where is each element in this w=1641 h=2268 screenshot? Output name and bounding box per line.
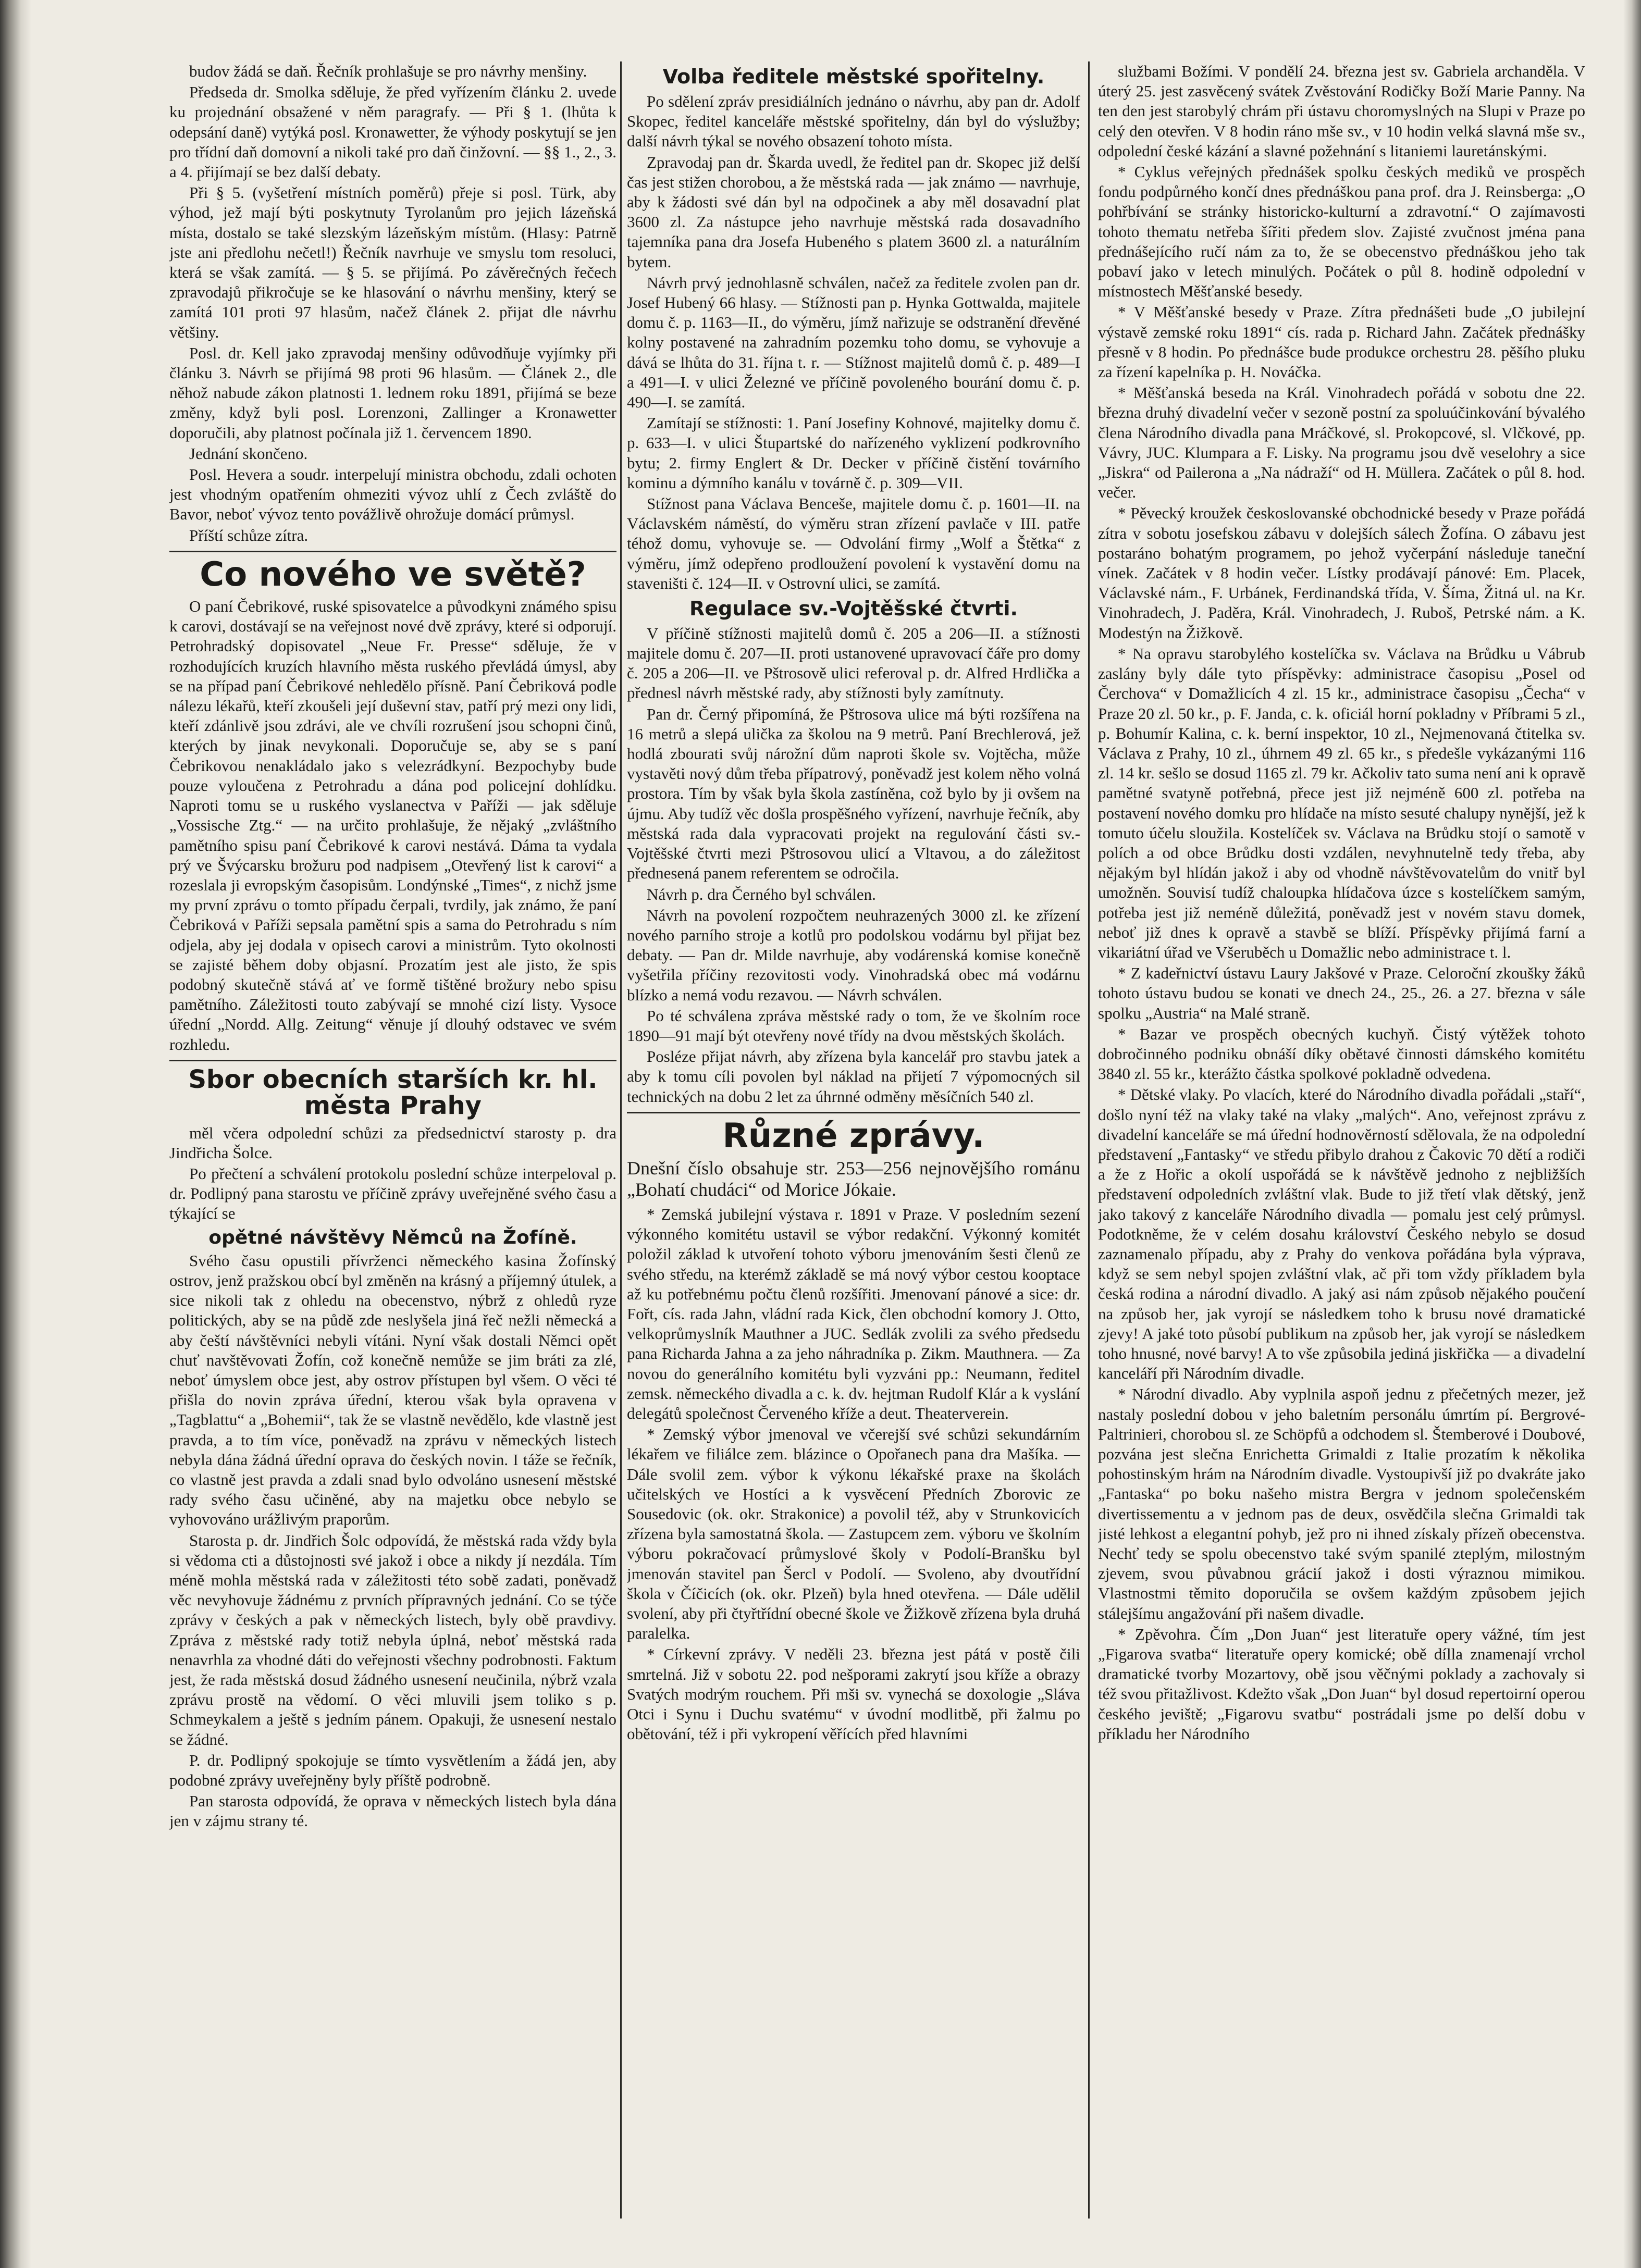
paragraph: Posléze přijat návrh, aby zřízena byla kancelář pro stavbu jatek a aby k tomu cíli povolen byl náklad na přijetí 7 výpomocných sil technických na dobu 2 let za úhrnné odměny měsíčních 540 zl. bbox=[627, 1047, 1080, 1106]
paragraph: * Bazar ve prospěch obecných kuchyň. Čistý výtěžek tohoto dobročinného podniku obnáší díky obětavé činnosti dámského komitétu 3840 zl. 55 kr., kterážto částka spolkové pokladně odvedena. bbox=[1098, 1024, 1585, 1083]
paragraph: Návrh prvý jednohlasně schválen, načež za ředitele zvolen pan dr. Josef Hubený 66 hlasy. — Stížnosti pan p. Hynka Gottwalda, majitele domu č. p. 1163—II., do výměru, jímž nařizuje se odstranění dřevěné kolny postavené na zahradním pozemku toho domu, se vyhovuje a dává se lhůta do 31. října t. r. — Stížnost majitelů domů č. p. 489—I a 491—I. v ulici Železné ve příčině povoleného bourání domu č. p. 490—I. se zamítá. bbox=[627, 273, 1080, 411]
paragraph: * V Měšťanské besedy v Praze. Zítra přednášeti bude „O jubilejní výstavě zemské roku 1891“ cís. rada p. Richard Jahn. Začátek přednášky přesně v 8 hodin. Po přednášce bude produkce orchestru 28. pěšího pluku za řízení kapelníka p. H. Nováčka. bbox=[1098, 303, 1585, 381]
paragraph: Jednání skončeno. bbox=[189, 444, 308, 463]
paragraph: Zpravodaj pan dr. Škarda uvedl, že ředitel pan dr. Skopec již delší čas jest stižen chorobou, a že městská rada — jak známo — navrhuje, aby k žádosti své dán byl na odpočinek a aby měl dosavadní plat 3600 zl. Za nástupce jeho navrhuje městská rada dosavadního tajemníka pana dra Josefa Hubeného s platem 3600 zl. a naturálním bytem. bbox=[627, 153, 1080, 271]
paragraph: * Pěvecký kroužek českoslovanské obchodnické besedy v Praze pořádá zítra v sobotu josefskou zábavu v dolejších sálech Žofína. O zábavu jest postaráno bohatým programem, po jehož vyčerpání následuje taneční vínek. Začátek v 8 hodin večer. Lístky prodávají pánové: Em. Placek, Václavské nám., F. Urbánek, Ferdinandská třída, V. Šíma, Žitná ul. na Kr. Vinohradech, J. Paděra, Král. Vinohradech, J. Ruboš, Petrské nám. a K. Modestýn na Žižkově. bbox=[1098, 504, 1585, 642]
headline-regulace: Regulace sv.-Vojtěšské čtvrti. bbox=[689, 597, 1018, 620]
paragraph: Po sdělení zpráv presidiálních jednáno o návrhu, aby pan dr. Adolf Skopec, ředitel kanceláře městské spořitelny, dán byl do výslužby; další návrh týkal se nového obsazení tohoto místa. bbox=[627, 92, 1080, 151]
paragraph: Při § 5. (vyšetření místních poměrů) přeje si posl. Türk, aby výhod, jež mají býti poskytnuty Tyrolanům pro jejich lázeňská místa, dostalo se také slezským lázeňským místům. (Hlasy: Patrně jste ani předlohu nečetl!) Řečník navrhuje ve smyslu tom resoluci, která se však zamítá. — § 5. se přijímá. Po závěrečných řečech zpravodajů přikročuje se ke hlasování o návrhu menšiny, který se zamítá 101 proti 97 hlasům, načež článek 2. přijat dle návrhu většiny. bbox=[169, 183, 616, 341]
paragraph: Zamítají se stížnosti: 1. Paní Josefiny Kohnové, majitelky domu č. p. 633—I. v ulici Štupartské do nařízeného vyklizení podkrovního bytu; 2. firmy Englert & Dr. Decker v příčině čistění továrního kominu a dýmního kanálu v továrně č. p. 309—VII. bbox=[627, 414, 1080, 492]
paragraph: Předseda dr. Smolka sděluje, že před vyřízením článku 2. uvede ku projednání obsažené v něm paragrafy. — Při § 1. (lhůta k odepsání daně) vytýká posl. Kronawetter, že výhody poskytují se jen pro třídní daň domovní a nikoli také pro daň činžovní. — §§ 1., 2., 3. a 4. přijímají se bez další debaty. bbox=[169, 83, 616, 181]
paragraph: Svého času opustili přívrženci německého kasina Žofínský ostrov, jenž pražskou obcí byl změněn na krásný a příjemný útulek, a sice nikoli tak z ohledu na obecenstvo, nýbrž z ohledů ryze politických, aby se na půdě zde neslyšela jiná řeč nežli německá a aby čeští návštěvníci nebyli vítáni. Nyní však dostali Němci opět chuť navštěvovati Žofín, což konečně nemůže se jim bráti za zlé, neboť úmyslem obce jest, aby ostrov přístupen byl všem. O věci té přišla do novin zpráva úřední, kterou však byla opravena v „Tagblattu“ a „Bohemii“, tak že se vlastně nevědělo, kde vlastně jest pravda, a to tím více, poněvadž na zprávu v německých listech nebyla dána žádná úřední oprava do českých novin. I táže se řečník, co vlastně jest pravda a zdali snad bylo odvoláno usnesení městské rady svého času učiněné, aby na majetku obce nebylo se vyhovováno urážlivým praporům. bbox=[169, 1251, 616, 1529]
paragraph: Návrh p. dra Černého byl schválen. bbox=[647, 885, 876, 903]
paragraph: Návrh na povolení rozpočtem neuhrazených 3000 zl. ke zřízení nového parního stroje a kotlů pro podolskou vodárnu byl přijat bez debaty. — Pan dr. Milde navrhuje, aby vodárenská komise konečně vyšetřila příčiny rezovitosti vody. Vinohradská obec má vodárnu blízko a nemá vodu rezavou. — Návrh schválen. bbox=[627, 906, 1080, 1004]
column-3 bbox=[1098, 61, 1585, 2219]
headline-sbor-obecnich: Sbor obecních starších kr. hl. města Prahy bbox=[188, 1064, 598, 1121]
paragraph: * Z kadeřnictví ústavu Laury Jakšové v Praze. Celoroční zkoušky žáků tohoto ústavu budou se konati ve dnech 24., 25., 26. a 27. března v sále spolku „Austria“ na Malé straně. bbox=[1098, 964, 1585, 1022]
headline-volba-reditele: Volba ředitele městské spořitelny. bbox=[662, 65, 1045, 88]
paragraph: Posl. dr. Kell jako zpravodaj menšiny odůvodňuje vyjímky při článku 3. Návrh se přijímá 98 proti 96 hlasům. — Článek 2., dle něhož nabude zákon platnosti 1. lednem roku 1891, přijímá se beze změny, když byli posl. Lorenzoni, Zallinger a Kronawetter doporučili, aby platnost počínala již 1. červencem 1890. bbox=[169, 343, 616, 442]
section-divider bbox=[169, 551, 616, 552]
column-rule bbox=[1088, 61, 1090, 2219]
paragraph: V příčině stížnosti majitelů domů č. 205 a 206—II. a stížnosti majitele domu č. 207—II. proti ustanovené upravovací čáře pro domy č. 205 a 206—II. ve Pštrosově ulici referoval p. dr. Alfred Hrdlička a přednesl návrh městské rady, aby stížnosti byly zamítnuty. bbox=[627, 624, 1080, 702]
paragraph: * Zemský výbor jmenoval ve včerejší své schůzi sekundárním lékařem ve filiálce zem. blázince o Opořanech pana dra Mašíka. — Dále svolil zem. výbor k výkonu lékařské praxe na školách učitelských ve Hostíci a k vysvěcení Předních Zborovic ze Sousedovic (ok. okr. Strakonice) a povolil též, aby v Strunkovicích zřízena byla samostatná škola. — Zastupcem zem. výboru ve školním výboru pokračovací průmyslové školy v Podolí-Branšku byl jmenován stavitel pan Šercl v Podolí. — Svoleno, aby dvoutřídní škola v Číčicích (ok. okr. Plzeň) byla hned otevřena. — Dále udělil svolení, aby při čtyřtřídní obecné škole ve Žižkově zřízena byla druhá paralelka. bbox=[627, 1425, 1080, 1643]
headline-ruzne-zpravy: Různé zprávy. bbox=[722, 1116, 985, 1155]
paragraph: Pan starosta odpovídá, že oprava v německých listech byla dána jen v zájmu strany té. bbox=[169, 1792, 616, 1830]
paragraph: * Zpěvohra. Čím „Don Juan“ jest literatuře opery vážné, tím jest „Figarova svatba“ literatuře opery komické; obě dílla znamenají vrchol dramatické tvorby Mozartovy, obě jsou věčnými poklady a zachovaly si též svou přitažlivost. Kdežto však „Don Juan“ byl dosud repertoirní operou českého jeviště; „Figarovu svatbu“ postrádali jsme po delší dobu v příkladu her Národního bbox=[1098, 1625, 1585, 1743]
paragraph: službami Božími. V pondělí 24. března jest sv. Gabriela archanděla. V úterý 25. jest zasvěcený svátek Zvěstování Rodičky Boží Marie Panny. Na ten den jest starobylý chrám při ústavu choromyslných na Slupi v Praze po celý den otevřen. V 8 hodin ráno mše sv., v 10 hodin velká slavná mše sv., odpolední české kázání a slavné požehnání s litaniemi lauretánskými. bbox=[1098, 62, 1585, 160]
paragraph: * Měšťanská beseda na Král. Vinohradech pořádá v sobotu dne 22. března druhý divadelní večer v sezoně postní za spoluúčinkování bývalého člena Národního divadla pana Mráčkové, sl. Prokopcové, sl. Vlčkové, pp. Vávry, JUC. Klumpara a F. Lisky. Na programu jsou dvě veselohry a sice „Jiskra“ od Pailerona a „Na nádraží“ od H. Müllera. Začátek o půl 8. hod. večer. bbox=[1098, 383, 1585, 502]
headline-co-noveho: Co nového ve světě? bbox=[200, 555, 586, 594]
column-rule bbox=[620, 61, 622, 2219]
paragraph: Po té schválena zpráva městské rady o tom, že ve školním roce 1890—91 mají být otevřeny nové třídy na dvou městských školách. bbox=[627, 1006, 1080, 1045]
subheadline-zofin: opětné návštěvy Němců na Žofíně. bbox=[208, 1226, 577, 1248]
paragraph: O paní Čebrikové, ruské spisovatelce a původkyni známého spisu k carovi, dostávají se na veřejnost nové dvě zprávy, které si odporují. Petrohradský dopisovatel „Neue Fr. Presse“ sděluje, že v rozhodujících kruzích hlavního města ruského převládá úmysl, aby se na případ paní Čebrikové nehledělo přísně. Paní Čebriková podle nálezu lékařů, kteří zkoušeli její duševní stav, patří prý mezi ony lidi, kteří zdánlivě jsou zdrávi, ale ve chvíli rozrušení jsou schopni činů, kterých by jinak nevykonali. Doporučuje se, aby se s paní Čebrikovou nenakládalo jako s velezrádkyní. Bezpochyby bude pouze vyloučena z Petrohradu a dána pod policejní dohlídku. Naproti tomu se u ruského vyslanectva v Paříži — jak sděluje „Vossische Ztg.“ — na určito prohlašuje, že nějaký „zvláštního pamětního spisu paní Čebrikové k carovi nestává. Dáma ta vydala prý ve Švýcarsku brožuru pod nadpisem „Otevřený list k carovi“ a rozeslala ji evropským časopisům. Londýnské „Times“, z nichž jsme my první zprávu o tomto případu čerpali, tvrdily, jak známo, že paní Čebriková v Paříži sepsala pamětní spis a sama do Petrohradu s ním odjela, aby jej dodala v opisech carovi a ministrům. Tyto okolnosti se zajisté během doby objasní. Prozatím jest ale jisto, že spis podobný skutečně stává ať ve formě tištěné brožury nebo spisu pamětního. Záležitosti touto zabývají se mnohé cizí listy. Vysoce úřední „Nordd. Allg. Zeitung“ věnuje jí dlouhý odstavec ve svém rozhledu. bbox=[169, 597, 616, 1054]
scan-edge-shadow bbox=[1623, 0, 1641, 2268]
paragraph: Starosta p. dr. Jindřich Šolc odpovídá, že městská rada vždy byla si vědoma cti a důstojnosti své jakož i obce a nikdy jí nezdála. Tím méně mohla městská rada v záležitosti této sobě zadati, poněvadž věc nevyhovuje žádnému z prvních přípravných jednání. Co se týče zprávy v českých a pak v německých listech, byly obě pravdivy. Zpráva z městské rady totiž nebyla úplná, neboť městská rada nenavrhla za vhodné dáti do veřejnosti všechny podrobnosti. Faktum jest, že rada městská dosud žádného usnesení neučinila, nýbrž vzala zprávu prostě na vědomí. O věci mluvili jsem toliko s p. Schmeykalem a ještě s jedním pánem. Opakuji, že usnesení nestalo se žádné. bbox=[169, 1531, 616, 1749]
paragraph: budov žádá se daň. Řečník prohlašuje se pro návrhy menšiny. bbox=[189, 62, 587, 80]
paragraph: Stížnost pana Václava Benceše, majitele domu č. p. 1601—II. na Václavském náměstí, do výměru stran zřízení pavlače v III. patře téhož domu, vyhovuje se. — Odvolání firmy „Wolf a Štětka“ z výměru, jímž odepřeno prodloužení povolení k vystavění domu na staveništi č. 124—II. v Ostrovní ulici, se zamítá. bbox=[627, 494, 1080, 592]
paragraph: * Národní divadlo. Aby vyplnila aspoň jednu z přečetných mezer, jež nastaly poslední dobou v jeho baletním personálu úmrtím pí. Bergrové-Paltrinieri, chorobou sl. ze Schöpfů a odchodem sl. Štemberové i Doubové, pozvána jest slečna Enrichetta Grimaldi z Italie prozatím k několika pohostinským hrám na Národním divadle. Vystoupivší již po dvakráte jako „Fantaska“ po boku našeho mistra Bergra v jednom společenském divertissementu a v jednom pas de deux, osvědčila slečna Grimaldi tak jisté lehkost a elegantní pohyb, jež pro ni ihned získaly přízeň obecenstva. Nechť tedy se spolu obecenstvo také svým spanilé zteplým, milostným zjevem, svou půvabnou grácií jakož i dosti výraznou mimikou. Vlastnostmi těmito doporučila se ovšem každým způsobem jejich stálejšímu angažování při našem divadle. bbox=[1098, 1385, 1585, 1622]
paragraph: P. dr. Podlipný spokojuje se tímto vysvětlením a žádá jen, aby podobné zprávy uveřejněny byly příště podrobně. bbox=[169, 1751, 616, 1790]
lead-notice: Dnešní číslo obsahuje str. 253—256 nejnovějšího románu „Bohatí chudáci“ od Morice Jókaie. bbox=[627, 1157, 1080, 1200]
scan-binding-shadow bbox=[0, 0, 31, 2268]
paragraph: * Cyklus veřejných přednášek spolku českých mediků ve prospěch fondu podpůrného končí dnes přednáškou pana prof. dra J. Reinsberga: „O pohřbívání se stránky historicko-kulturní a zdravotní.“ O zajímavosti tohoto thematu netřeba šířiti předem slov. Zajisté zvučnost jména pana přednášejícího ručí nám za to, že se obecenstvo přednáškou jeho tak pobaví jako v letech minulých. Počátek o půl 8. hodině odpolední v místnostech Měšťanské besedy. bbox=[1098, 163, 1585, 301]
column-1 bbox=[169, 61, 616, 2219]
section-divider bbox=[627, 1112, 1080, 1113]
section-divider bbox=[169, 1060, 616, 1061]
paragraph: * Církevní zprávy. V neděli 23. března jest pátá v postě čili smrtelná. Již v sobotu 22. pod nešporami zakrytí jsou kříže a obrazy Svatých modrým rouchem. Při mši sv. vynechá se doxologie „Sláva Otci i Synu i Duchu svatému“ v úvodní modlitbě, při žalmu po obětování, též i při vykropení věřících před hlavními bbox=[627, 1645, 1080, 1743]
paragraph: Po přečtení a schválení protokolu poslední schůze interpeloval p. dr. Podlipný pana starostu ve příčině zprávy uveřejněné svého času a týkající se bbox=[169, 1164, 616, 1223]
paragraph: Příští schůze zítra. bbox=[189, 526, 309, 544]
paragraph: Pan dr. Černý připomíná, že Pštrosova ulice má býti rozšířena na 16 metrů a slepá ulička za školou na 9 metrů. Paní Brechlerová, jež hodlá zbourati svůj nárožní dům naproti škole sv. Vojtěcha, může vystavěti nový dům třeba přípatrový, poněvadž jest kolem něho volná prostora. Tím by však byla škola zastíněna, což bylo by ji ovšem na újmu. Aby tudíž věc došla prospěšného vyřízení, navrhuje řečník, aby městská rada dala vypracovati projekt na regulování části sv.-Vojtěšské čtvrti mezi Pštrosovou ulicí a Vltavou, a do záležitost přednesená panem referentem se odročila. bbox=[627, 704, 1080, 883]
paragraph: * Na opravu starobylého kostelíčka sv. Václava na Brůdku u Vábrub zaslány byly dále tyto příspěvky: administrace časopisu „Posel od Čerchova“ v Domažlicích 4 zl. 15 kr., administrace časopisu „Čecha“ v Praze 20 zl. 50 kr., p. F. Janda, c. k. oficiál horní pokladny v Příbrami 5 zl., p. Bohumír Kalina, c. k. berní inspektor, 10 zl., Nejmenovaná čtitelka sv. Václava z Prahy, 10 zl., úhrnem 49 zl. 65 kr., s předešle vykázanými 116 zl. 14 kr. sešlo se dosud 1165 zl. 79 kr. Ačkoliv tato suma není ani k opravě pamětné svatyně potřebná, přece jest již nejméně 600 zl. potřeba na postavení nového domku pro hlídače na místo sesuté chalupy nynější, jež k tomuto účelu sloužila. Kostelíček sv. Václava na Brůdku stojí o samotě v polích a od obce Brůdku dosti vzdálen, nevyhnutelně tedy třeba, aby nějakým byl hlídán jakož i aby od vhodně návštěvovatelům do vnitř byl umožněn. Souvisí tudíž chaloupka hlídačova úzce s kostelíčkem samým, potřeba jest již neméně důležitá, poněvadž jest v novém stavu domek, neboť již dnes k opravě a stavbě se blíží. Příspěvky přijímá farní a vikariátní úřad ve Všeruběch u Domažlic nebo administrace t. l. bbox=[1098, 644, 1585, 961]
paragraph: Posl. Hevera a soudr. interpelují ministra obchodu, zdali ochoten jest vhodným opatřením ohmeziti vývoz uhlí z Čech zvláště do Bavor, neboť vývoz tento povážlivě ohrožuje domácí průmysl. bbox=[169, 465, 616, 524]
paragraph: * Dětské vlaky. Po vlacích, které do Národního divadla pořádali „staří“, došlo nyní též na vlaky také na vlaky „malých“. Ano, veřejnost zprávu z divadelní kanceláře se má úřední hodnověrností sdělovala, že na odpolední představení „Fantasky“ ve středu přibylo drahou z Čakovic 70 dětí a rodiči a že z Hořic a okolí uspořádá se k návštěvě jednoho z nejbližších představení odpoledních zvláštní vlak. Bude to již třetí vlak dětský, jenž jako takový z kanceláře Národního divadla — pomalu jest celý průmysl. Podotkněme, že v celém dosahu království Českého nebylo se dosud zaznamenalo případu, aby z Prahy do venkova pořádána byla výprava, když se sem nebyl spojen zvláštní vlak, ač při tom vždy příkladem byla česká rodina a národní divadlo. A jaký asi nám způsob nějakého poučení na způsob her, jak vyrojí se následkem toho k brusu nové dramatické zjevy! A jaké toto působí publikum na způsob her, jak vyrojí se následkem toho hnusné, nové barvy! A to vše způsobila jediná jiskřička — a divadelní kanceláří při Národním divadle. bbox=[1098, 1085, 1585, 1383]
paragraph: měl včera odpolední schůzi za předsednictví starosty p. dra Jindřicha Šolce. bbox=[169, 1123, 616, 1162]
paragraph: * Zemská jubilejní výstava r. 1891 v Praze. V posledním sezení výkonného komitétu ustavil se výbor redakční. Výkonný komitét položil základ k utvoření tohoto výboru jmenováním šesti členů ze svého středu, na kterémž základě se má nový výbor cestou kooptace až ku potřebnému počtu členů rozšířiti. Jmenovaní pánové a sice: dr. Fořt, cís. rada Jahn, vládní rada Kick, člen obchodní komory J. Otto, velkoprůmyslník Mauthner a JUC. Sedlák zvolili za svého předsedu pana Richarda Jahna a za jeho náhradníka p. Zikm. Mauthnera. — Za novou do generálního komitétu byli vyzváni pp.: Neumann, ředitel zemsk. německého divadla a c. k. dv. hejtman Rudolf Klár a k vyslání delegátů společnost Červeného kříže a deut. Theaterverein. bbox=[627, 1205, 1080, 1422]
column-2 bbox=[627, 61, 1080, 2219]
